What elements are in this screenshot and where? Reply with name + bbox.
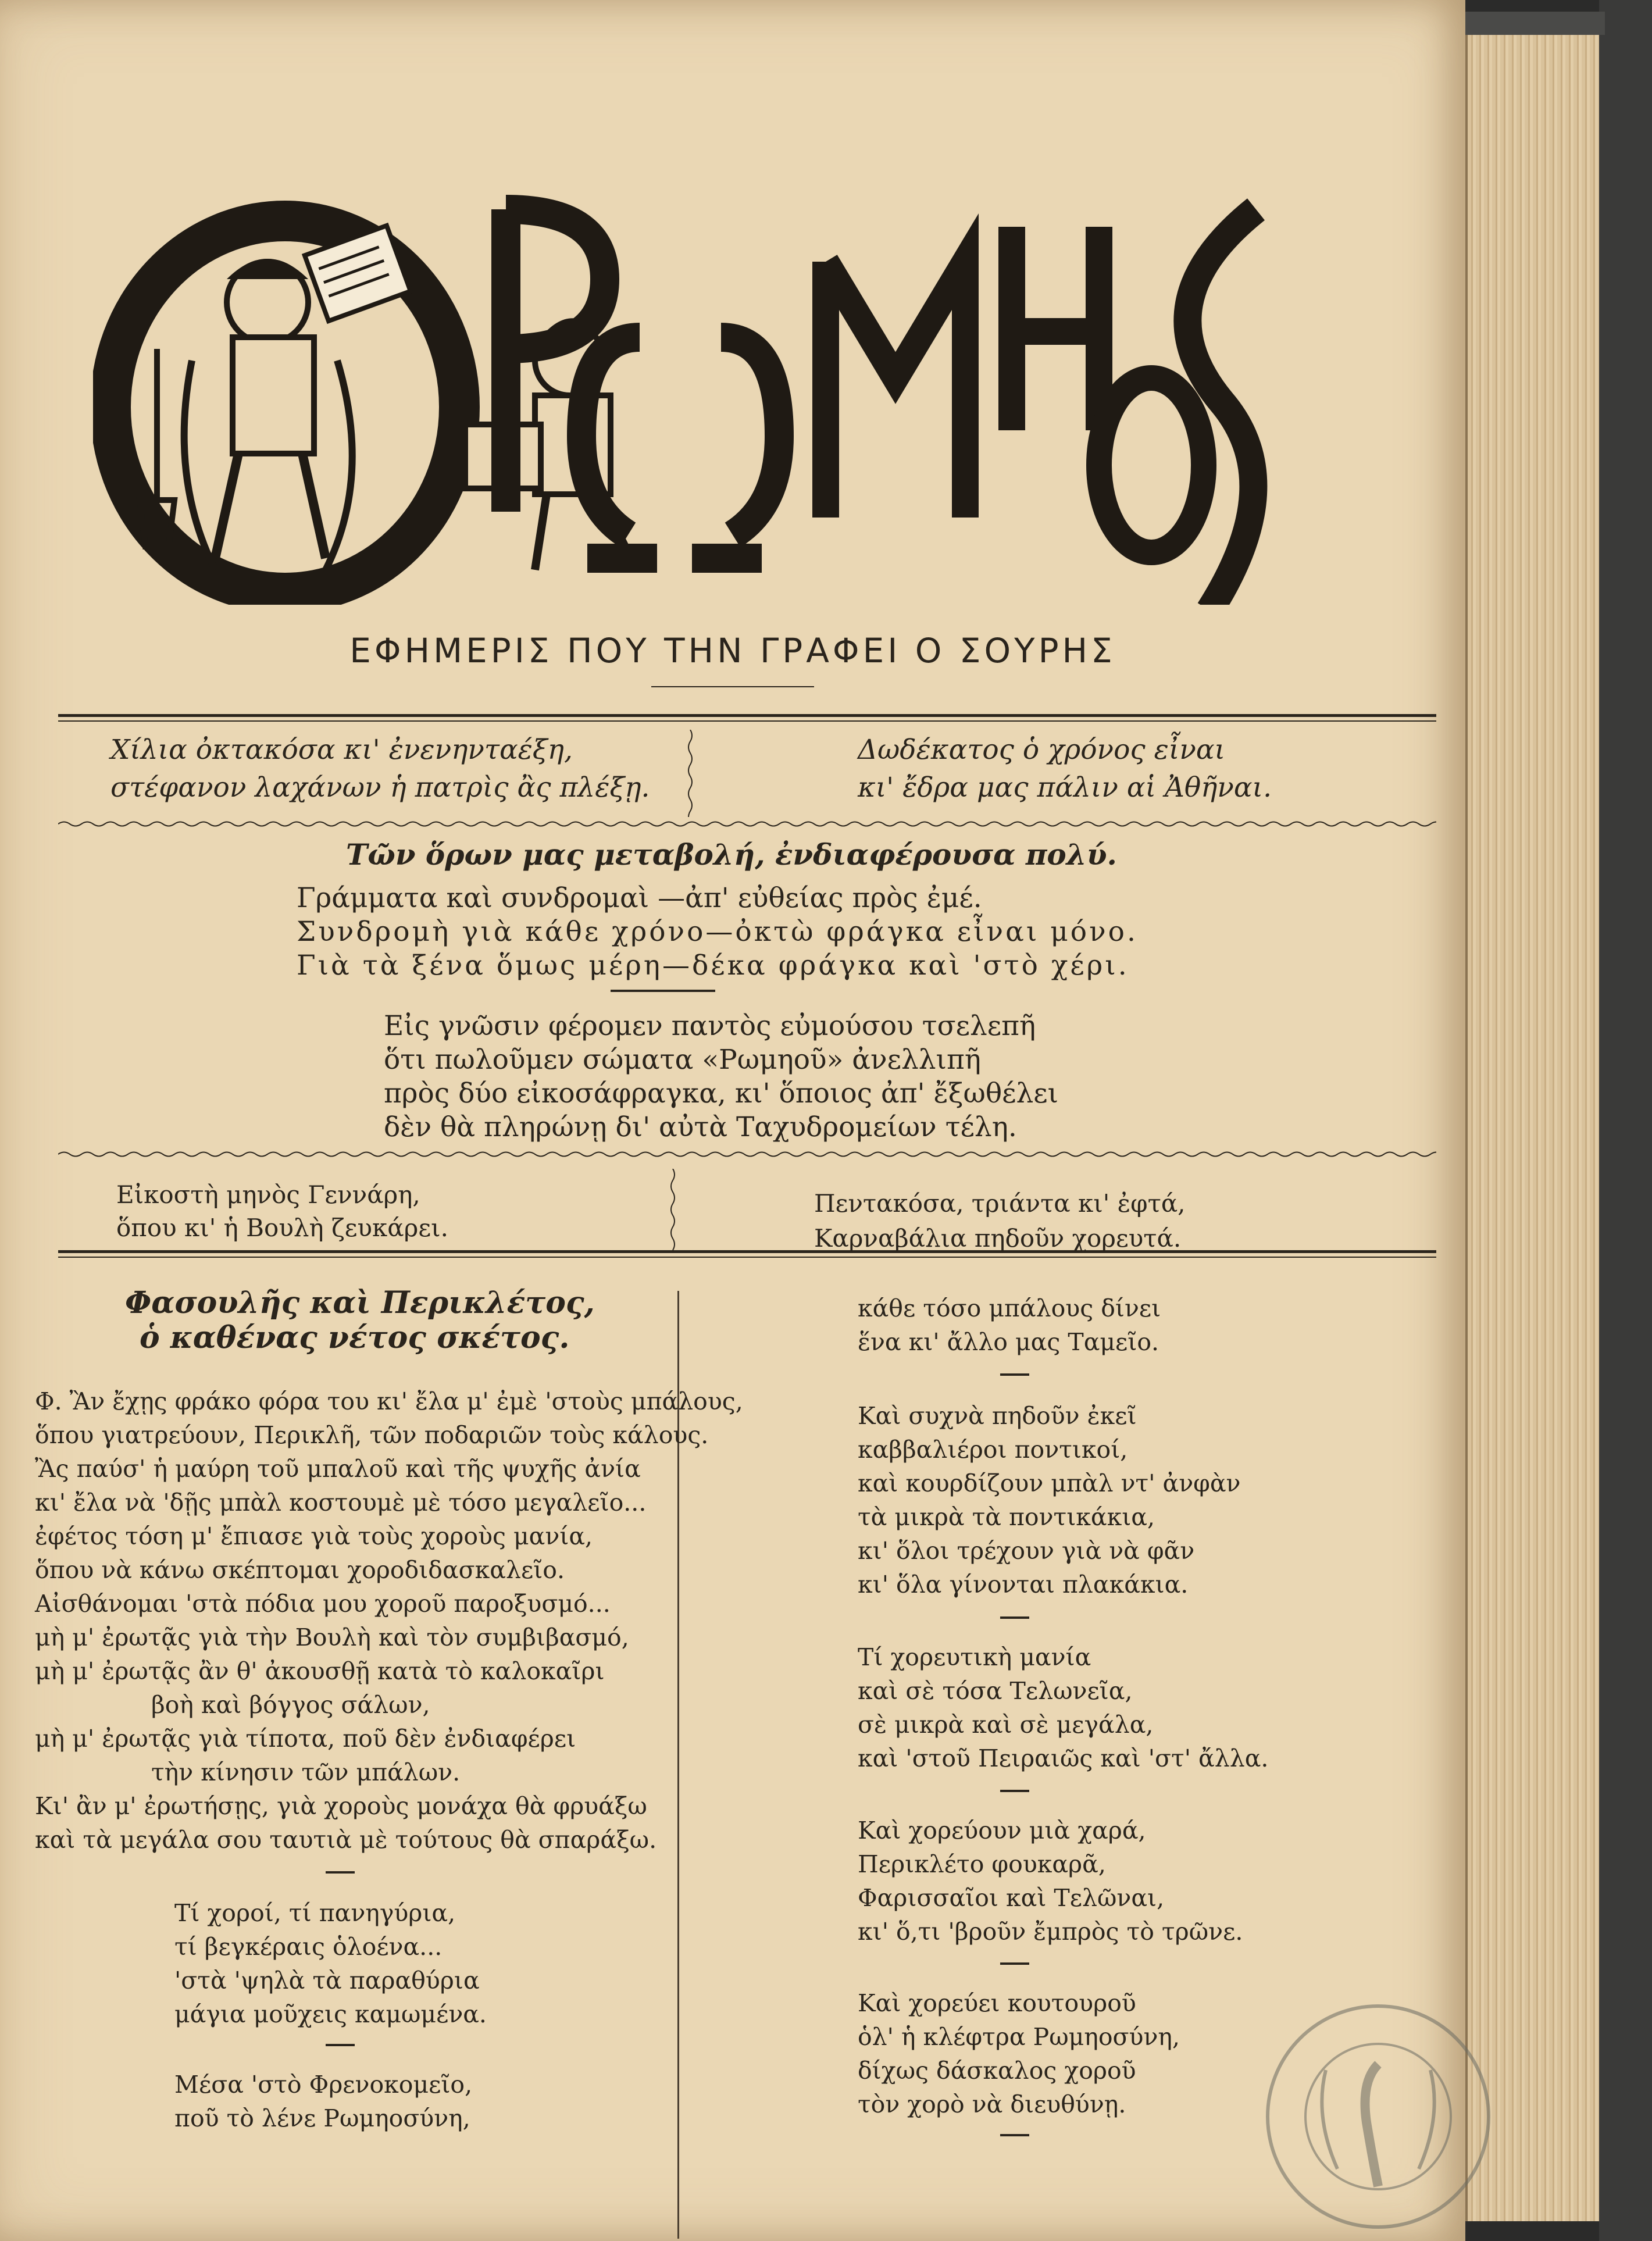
notice-line3: πρὸς δύο εἰκοσάφραγκα, κι' ὅποιος ἀπ' ἔξωθέλει <box>384 1077 1059 1109</box>
notice-line4: δὲν θὰ πληρώνῃ δι' αὐτὰ Ταχυδρομείων τέλη. <box>384 1111 1017 1143</box>
stanza1-line6: ὅπου νὰ κάνω σκέπτομαι χοροδιδασκαλεῖο. <box>35 1556 565 1584</box>
stanza1-line11: μὴ μ' ἐρωτᾷς γιὰ τίποτα, ποῦ δὲν ἐνδιαφέρει <box>35 1725 576 1753</box>
stanza1-line9: μὴ μ' ἐρωτᾷς ἂν θ' ἀκουσθῇ κατὰ τὸ καλοκαῖρι <box>35 1657 605 1685</box>
stanza2-line1: Τί χοροί, τί πανηγύρια, <box>174 1899 456 1927</box>
col2-stanza3-line3: σὲ μικρὰ καὶ σὲ μεγάλα, <box>858 1711 1154 1739</box>
epigraph-left-line2: στέφανον λαχάνων ἡ πατρὶς ἂς πλέξῃ. <box>110 772 650 804</box>
stanza1-line2: ὅπου γιατρεύουν, Περικλῆ, τῶν ποδαριῶν τοὺς κάλους. <box>35 1421 709 1449</box>
stanza2-line4: μάγια μοῦχεις καμωμένα. <box>174 2000 487 2028</box>
stanza1-line10: βοὴ καὶ βόγγος σάλων, <box>151 1691 430 1719</box>
notice-line2: ὅτι πωλοῦμεν σώματα «Ρωμηοῦ» ἀνελλιπῆ <box>384 1044 982 1076</box>
dateline-right-line2: Καρναβάλια πηδοῦν χορευτά. <box>814 1224 1182 1252</box>
epigraph-bottom-rule <box>58 820 1436 828</box>
stanza-separator <box>326 1871 355 1874</box>
col2-stanza5-line3: δίχως δάσκαλος χοροῦ <box>858 2057 1136 2085</box>
stanza3-line1: Μέσα 'στὸ Φρενοκομεῖο, <box>174 2071 473 2099</box>
col2-stanza2-line6: κι' ὅλα γίνονται πλακάκια. <box>858 1571 1189 1598</box>
notice-line1: Εἰς γνῶσιν φέρομεν παντὸς εὐμούσου τσελεπῆ <box>384 1010 1036 1042</box>
dateline-left-line1: Εἰκοστὴ μηνὸς Γεννάρη, <box>116 1180 420 1209</box>
dateline-right-line1: Πεντακόσα, τριάντα κι' ἐφτά, <box>814 1189 1186 1218</box>
epigraph-left-line1: Χίλια ὀκτακόσα κι' ἐνενηνταέξη, <box>110 734 573 766</box>
dateline-divider <box>669 1169 677 1250</box>
col2-stanza2-line1: Καὶ συχνὰ πηδοῦν ἐκεῖ <box>858 1402 1137 1430</box>
page-stack-edge <box>1465 35 1601 2221</box>
stanza-separator <box>1000 1616 1029 1619</box>
masthead-subtitle: ΕΦΗΜΕΡΙΣ ΠΟΥ ΤΗΝ ΓΡΑΦΕΙ Ο ΣΟΥΡΗΣ <box>349 631 1116 670</box>
col2-stanza1-line1: κάθε τόσο μπάλους δίνει <box>858 1294 1161 1322</box>
stanza1-line8: μὴ μ' ἐρωτᾷς γιὰ τὴν Βουλὴ καὶ τὸν συμβιβασμό, <box>35 1623 629 1651</box>
col2-stanza2-line2: καββαλιέροι ποντικοί, <box>858 1436 1128 1464</box>
notice-bottom-rule <box>58 1150 1436 1158</box>
col2-stanza3-line4: καὶ 'στοῦ Πειραιῶς καὶ 'στ' ἄλλα. <box>858 1744 1269 1772</box>
terms-separator <box>611 990 715 992</box>
col2-stanza3-line2: καὶ σὲ τόσα Τελωνεῖα, <box>858 1677 1133 1705</box>
stanza-separator <box>1000 1790 1029 1792</box>
stanza2-line2: τί βεγκέραις ὁλοένα... <box>174 1933 443 1961</box>
terms-line3: Γιὰ τὰ ξένα ὅμως μέρη—δέκα φράγκα καὶ 'στὸ χέρι. <box>297 950 1129 982</box>
dateline-bottom-rule <box>58 1250 1436 1258</box>
col2-stanza2-line4: τὰ μικρὰ τὰ ποντικάκια, <box>858 1503 1155 1531</box>
stanza1-line5: ἐφέτος τόση μ' ἔπιασε γιὰ τοὺς χοροὺς μανία, <box>35 1522 593 1550</box>
stanza2-line3: 'στὰ 'ψηλὰ τὰ παραθύρια <box>174 1967 480 1994</box>
masthead <box>93 186 1314 605</box>
terms-line1: Γράμματα καὶ συνδρομαὶ —ἀπ' εὐθείας πρὸς ἐμέ. <box>297 882 982 914</box>
dateline-left-line2: ὅπου κι' ἡ Βουλὴ ζευκάρει. <box>116 1214 448 1242</box>
epigraph-right-line1: Δωδέκατος ὁ χρόνος εἶναι <box>858 734 1226 766</box>
col2-stanza4-line4: κι' ὅ,τι 'βροῦν ἔμπρὸς τὸ τρῶνε. <box>858 1918 1243 1946</box>
stanza1-line7: Αἰσθάνομαι 'στὰ πόδια μου χοροῦ παροξυσμό... <box>35 1590 611 1618</box>
stanza1-line3: Ἂς παύσ' ἡ μαύρη τοῦ μπαλοῦ καὶ τῆς ψυχῆς ἀνία <box>35 1455 641 1483</box>
col2-stanza4-line3: Φαρισσαῖοι καὶ Τελῶναι, <box>858 1884 1165 1912</box>
stanza1-line4: κι' ἔλα νὰ 'δῇς μπὰλ κοστουμὲ μὲ τόσο μεγαλεῖο... <box>35 1489 647 1516</box>
col2-stanza2-line5: κι' ὅλοι τρέχουν γιὰ νὰ φᾶν <box>858 1537 1195 1565</box>
col2-stanza2-line3: καὶ κουρδίζουν μπὰλ ντ' ἀνφὰν <box>858 1469 1241 1497</box>
terms-heading: Τῶν ὅρων μας μεταβολή, ἐνδιαφέρουσα πολύ. <box>346 837 1117 872</box>
stanza1-line14: καὶ τὰ μεγάλα σου ταυτιὰ μὲ τούτους θὰ σπαράξω. <box>35 1826 657 1854</box>
stanza1-line13: Κι' ἂν μ' ἐρωτήσῃς, γιὰ χοροὺς μονάχα θὰ φρυάξω <box>35 1792 647 1820</box>
stanza-separator <box>1000 1373 1029 1376</box>
stanza-separator <box>1000 2134 1029 2136</box>
col2-stanza3-line1: Τί χορευτικὴ μανία <box>858 1643 1091 1671</box>
article-title-line1: Φασουλῆς καὶ Περικλέτος, <box>125 1285 595 1321</box>
binding-top <box>1465 12 1605 35</box>
article-title-line2: ὁ καθένας νέτος σκέτος. <box>140 1320 570 1355</box>
epigraph-right-line2: κι' ἔδρα μας πάλιν αἱ Ἀθῆναι. <box>858 772 1272 804</box>
masthead-title-lettering <box>454 186 1303 605</box>
col2-stanza1-line2: ἕνα κι' ἄλλο μας Ταμεῖο. <box>858 1328 1159 1356</box>
subtitle-ornament <box>651 686 814 691</box>
stanza-separator <box>326 2044 355 2046</box>
library-stamp <box>1256 2000 1500 2233</box>
col2-stanza5-line1: Καὶ χορεύει κουτουροῦ <box>858 1989 1136 2017</box>
stanza-separator <box>1000 1962 1029 1965</box>
col2-stanza4-line1: Καὶ χορεύουν μιὰ χαρά, <box>858 1817 1146 1844</box>
stanza1-line1: Φ. Ἂν ἔχῃς φράκο φόρα του κι' ἔλα μ' ἐμὲ 'στοὺς μπάλους, <box>35 1387 743 1415</box>
header-rule <box>58 714 1436 722</box>
stanza1-line12: τὴν κίνησιν τῶν μπάλων. <box>151 1758 461 1786</box>
book-binding <box>1599 0 1652 2241</box>
stanza3-line2: ποῦ τὸ λένε Ρωμηοσύνη, <box>174 2104 470 2132</box>
col2-stanza5-line4: τὸν χορὸ νὰ διευθύνῃ. <box>858 2090 1126 2118</box>
col2-stanza4-line2: Περικλέτο φουκαρᾶ, <box>858 1850 1106 1878</box>
col2-stanza5-line2: ὁλ' ἡ κλέφτρα Ρωμηοσύνη, <box>858 2023 1180 2051</box>
terms-line2: Συνδρομὴ γιὰ κάθε χρόνο—ὀκτὼ φράγκα εἶναι μόνο. <box>297 916 1138 948</box>
epigraph-divider <box>686 730 694 817</box>
